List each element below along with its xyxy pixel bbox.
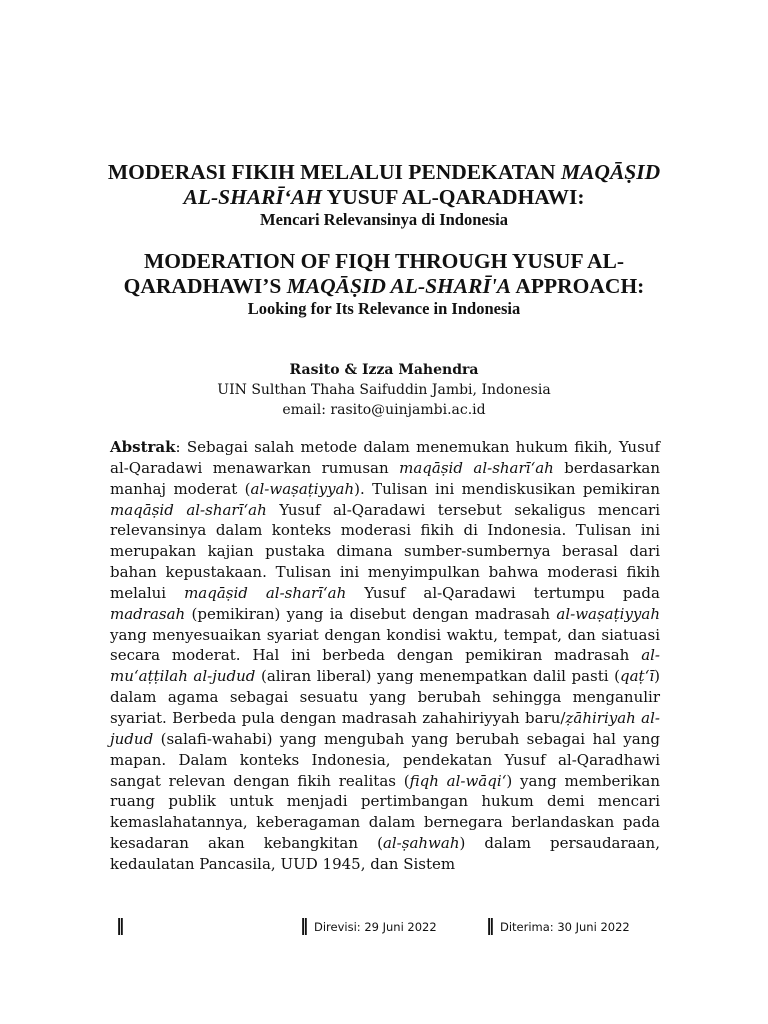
abstract-term: qaṭ‘ī: [620, 667, 655, 686]
title-english: [100, 249, 668, 319]
abstract-term: al-waṣaṭiyyah: [556, 604, 660, 623]
revised-date: Direvisi: 29 Juni 2022: [314, 920, 437, 934]
accepted-date: Diterima: 30 Juni 2022: [500, 920, 630, 934]
abstract-term: ẓāhiriyah al-judud: [110, 708, 660, 748]
abstract-text: berdasarkan manhaj moderat (: [110, 458, 661, 498]
abstract-term: al-ṣahwah: [382, 834, 460, 853]
title-en-line2-italic: MAQĀṢID AL-SHARĪ'A: [286, 274, 512, 298]
title-id-line1-text: MODERASI FIKIH MELALUI PENDEKATAN: [107, 160, 561, 184]
title-en-line1: MODERATION OF FIQH THROUGH YUSUF AL-: [144, 249, 624, 273]
abstract-term: maqāṣid al-sharī‘ah: [399, 458, 554, 477]
abstract-text: ) dalam persaudaraan, kedaulatan Pancasila, UUD 1945, dan Sistem: [110, 834, 660, 873]
separator-bar: ‖: [300, 916, 306, 936]
abstract-text: (aliran liberal) yang menempatkan dalil pasti (: [255, 667, 620, 686]
abstract-text: ) yang memberikan ruang publik untuk menjadi pertimbangan hukum demi mencari kemaslahatannya, keberagaman dalam bernegara berlandaskan pada kesadaran akan kebangkitan (: [110, 771, 660, 853]
separator-bar: ‖: [486, 916, 492, 936]
title-id-line1: [100, 160, 668, 185]
title-id-line2: [100, 185, 668, 210]
title-indonesian: [100, 160, 668, 230]
title-id-line1-italic: MAQĀṢID: [560, 160, 661, 184]
article-dates-footer: [0, 916, 768, 940]
abstract-paragraph: [110, 437, 660, 875]
abstract-text: Yusuf al-Qaradawi tersebut sekaligus mencari relevansinya dalam konteks moderasi fikih di Indonesia. Tulisan ini merupakan kajian pustaka dimana sumber-sumbernya berasal dari bahan kepustakaan. Tulisan ini menyimpulkan bahwa moderasi fikih melalui: [110, 500, 660, 602]
abstract-text: (salafi-wahabi) yang mengubah yang berubah sebagai hal yang mapan. Dalam konteks Indonesia, pendekatan Yusuf al-Qaradhawi sangat relevan dengan fikih realitas (: [110, 729, 660, 790]
title-en-line2-end: APPROACH:: [511, 274, 645, 298]
abstract-term: maqāṣid al-sharī‘ah: [184, 583, 347, 602]
abstract-term: al-mu‘aṭṭilah al-judud: [110, 646, 660, 686]
abstract-label: Abstrak: [110, 438, 176, 456]
subtitle-english: Looking for Its Relevance in Indonesia: [247, 299, 521, 318]
abstract-term: al-waṣaṭiyyah: [250, 479, 355, 498]
title-en-line2-text: QARADHAWI’S: [123, 274, 287, 298]
author-email: email: rasito@uinjambi.ac.id: [282, 402, 486, 418]
abstract-term: madrasah: [110, 604, 186, 623]
abstract-text: (pemikiran) yang ia disebut dengan madrasah: [185, 604, 557, 623]
separator-bar: ‖: [116, 916, 122, 936]
subtitle-indonesian: Mencari Relevansinya di Indonesia: [260, 210, 508, 229]
abstract-text: ). Tulisan ini mendiskusikan pemikiran: [354, 479, 660, 498]
author-info: [100, 360, 668, 420]
abstract-text: ) dalam agama sebagai sesuatu yang berubah sehingga menganulir syariat. Berbeda pula dengan madrasah zahahiriyyah baru/: [110, 667, 660, 727]
abstract-term: fiqh al-wāqi‘: [409, 771, 507, 790]
title-id-line2-italic: AL-SHARĪ‘AH: [183, 185, 323, 209]
author-names: Rasito & Izza Mahendra: [289, 362, 479, 378]
title-id-line2-text: YUSUF AL-QARADHAWI:: [322, 185, 585, 209]
abstract-term: maqāṣid al-sharī‘ah: [110, 500, 267, 519]
abstract-text: : Sebagai salah metode dalam menemukan hukum fikih, Yusuf al-Qaradawi menawarkan rumusan: [110, 438, 660, 477]
abstract-text: yang menyesuaikan syariat dengan kondisi waktu, tempat, dan siatuasi secara moderat. Hal ini berbeda dengan pemikiran madrasah: [110, 625, 660, 665]
author-affiliation: UIN Sulthan Thaha Saifuddin Jambi, Indonesia: [217, 382, 551, 398]
title-en-line2: [100, 274, 668, 299]
abstract-text: Yusuf al-Qaradawi tertumpu pada: [346, 583, 660, 602]
